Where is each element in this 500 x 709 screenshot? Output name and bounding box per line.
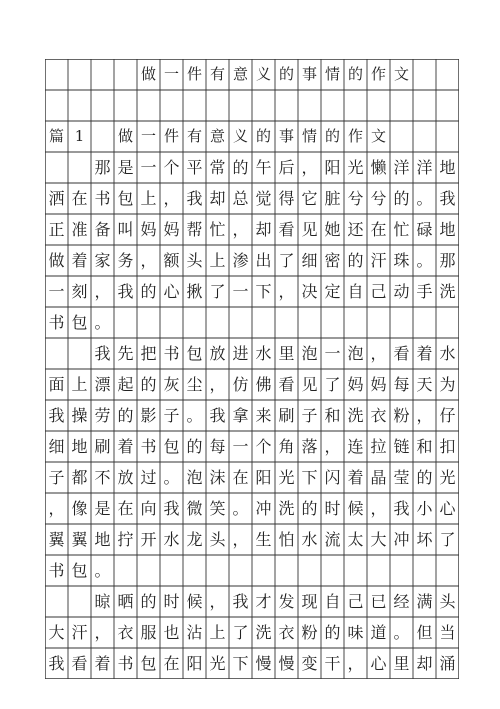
grid-char: 意 (209, 127, 225, 145)
grid-char: 了 (278, 250, 295, 270)
grid-char: 做 (48, 250, 65, 270)
grid-char: 包 (186, 343, 203, 363)
grid-char: 粉 (393, 405, 410, 425)
grid-char: 我 (439, 188, 456, 208)
grid-char: 1 (74, 127, 85, 145)
grid-char: 情 (324, 65, 340, 83)
grid-char: 也 (163, 622, 180, 642)
grid-char: 着 (347, 467, 364, 487)
grid-char: 觉 (255, 188, 272, 208)
grid-char: 包 (163, 436, 180, 456)
grid-char: 情 (301, 127, 317, 145)
grid-char: 道 (370, 622, 387, 642)
grid-char: 的 (347, 65, 363, 83)
grid-char: 洋 (393, 157, 410, 177)
grid-char: 包 (71, 312, 88, 332)
grid-char: 一 (232, 436, 249, 456)
grid-char: 泡 (301, 343, 318, 363)
grid-char: 进 (232, 343, 249, 363)
grid-char: 放 (117, 467, 134, 487)
grid-char: 妈 (163, 219, 180, 239)
grid-char: 候 (347, 498, 364, 518)
grid-char: 心 (370, 653, 387, 673)
grid-char: 平 (186, 157, 203, 177)
grid-char: ， (209, 374, 226, 394)
grid-char: ， (232, 219, 249, 239)
grid-char: 家 (94, 250, 111, 270)
grid-char: 地 (71, 436, 88, 456)
grid-char: 洗 (278, 498, 295, 518)
grid-char: 碌 (416, 219, 433, 239)
grid-char: 起 (117, 374, 134, 394)
grid-char: 沫 (209, 467, 226, 487)
grid-char: 阳 (324, 157, 341, 177)
grid-char: 时 (324, 498, 341, 518)
grid-char: 妈 (140, 219, 157, 239)
grid-char: 见 (301, 219, 318, 239)
grid-char: 。 (186, 405, 203, 425)
grid-char: 那 (439, 250, 456, 270)
grid-char: 揪 (186, 281, 203, 301)
grid-char: 现 (301, 591, 318, 611)
grid-char: 和 (416, 436, 433, 456)
grid-char: 不 (94, 467, 111, 487)
grid-char: 洗 (347, 405, 364, 425)
grid-char: 着 (94, 653, 111, 673)
grid-char: 事 (301, 65, 317, 83)
grid-char: 的 (393, 188, 410, 208)
grid-char: 妈 (370, 374, 387, 394)
grid-char: 决 (301, 281, 318, 301)
grid-char: 在 (117, 498, 134, 518)
grid-char: 涌 (439, 653, 456, 673)
grid-char: 我 (48, 405, 65, 425)
grid-char: 是 (117, 157, 134, 177)
grid-char: 汗 (370, 250, 387, 270)
grid-char: 操 (71, 405, 88, 425)
grid-char: 晾 (94, 591, 111, 611)
grid-char: 阳 (255, 467, 272, 487)
grid-char: 怕 (278, 529, 295, 549)
grid-char: 落 (301, 436, 318, 456)
grid-char: 上 (71, 374, 88, 394)
grid-char: 己 (370, 281, 387, 301)
grid-char: 的 (324, 622, 341, 642)
grid-char: 闪 (324, 467, 341, 487)
grid-char: 文 (393, 65, 409, 83)
grid-char: 我 (209, 405, 226, 425)
grid-char: 的 (117, 405, 134, 425)
grid-char: 事 (278, 127, 294, 145)
grid-char: 下 (301, 467, 318, 487)
grid-char: 的 (232, 157, 249, 177)
grid-char: 地 (94, 529, 111, 549)
grid-char: 太 (347, 529, 364, 549)
composition-sheet (45, 59, 459, 679)
grid-char: 常 (209, 157, 226, 177)
grid-char: 准 (71, 219, 88, 239)
grid-char: 忙 (393, 219, 410, 239)
grid-char: 书 (140, 436, 157, 456)
grid-char: 个 (255, 436, 272, 456)
grid-char: 上 (209, 250, 226, 270)
grid-char: 来 (255, 405, 272, 425)
grid-char: 叫 (117, 219, 134, 239)
grid-char: 务 (117, 250, 134, 270)
grid-char: 的 (186, 436, 203, 456)
grid-char: 自 (324, 591, 341, 611)
grid-char: 兮 (370, 188, 387, 208)
grid-char: 妈 (347, 374, 364, 394)
grid-char: 光 (209, 653, 226, 673)
grid-char: 那 (94, 157, 111, 177)
grid-char: 着 (416, 343, 433, 363)
grid-char: 连 (347, 436, 364, 456)
grid-char: 有 (186, 127, 202, 145)
grid-char: 懒 (370, 157, 387, 177)
grid-char: 出 (255, 250, 272, 270)
composition-text (45, 59, 459, 679)
grid-char: 的 (347, 250, 364, 270)
grid-char: 我 (186, 188, 203, 208)
grid-char: 水 (439, 343, 456, 363)
grid-char: 洗 (439, 281, 456, 301)
grid-char: 却 (255, 219, 272, 239)
grid-char: 仔 (439, 405, 456, 425)
grid-char: 尘 (186, 374, 203, 394)
grid-char: 已 (370, 591, 387, 611)
grid-char: 义 (255, 65, 271, 83)
grid-char: ， (370, 498, 387, 518)
grid-char: 光 (278, 467, 295, 487)
grid-char: 书 (163, 343, 180, 363)
grid-char: 是 (94, 498, 111, 518)
grid-char: 。 (393, 622, 410, 642)
grid-char: 笑 (209, 498, 226, 518)
grid-char: 子 (301, 405, 318, 425)
grid-char: 看 (71, 653, 88, 673)
grid-char: 还 (347, 219, 364, 239)
grid-char: 一 (140, 127, 156, 145)
grid-char: 粉 (301, 622, 318, 642)
grid-char: 着 (71, 250, 88, 270)
grid-char: 下 (232, 653, 249, 673)
grid-char: 先 (117, 343, 134, 363)
grid-char: 的 (324, 127, 340, 145)
grid-char: 文 (370, 127, 386, 145)
grid-char: 的 (416, 467, 433, 487)
grid-char: 密 (324, 250, 341, 270)
grid-char: 脏 (324, 188, 341, 208)
grid-char: ， (324, 436, 341, 456)
grid-char: 翼 (71, 529, 88, 549)
grid-char: ， (209, 591, 226, 611)
grid-char: 头 (209, 529, 226, 549)
grid-char: 刷 (278, 405, 295, 425)
grid-char: 渗 (232, 250, 249, 270)
grid-char: 头 (439, 591, 456, 611)
grid-char: 小 (416, 498, 433, 518)
grid-char: 子 (163, 405, 180, 425)
grid-char: 当 (439, 622, 456, 642)
grid-char: ， (163, 188, 180, 208)
grid-char: 生 (255, 529, 272, 549)
grid-char: 衣 (117, 622, 134, 642)
grid-char: 的 (278, 65, 294, 83)
grid-char: 看 (278, 374, 295, 394)
grid-char: 角 (278, 436, 295, 456)
grid-char: 和 (324, 405, 341, 425)
grid-char: 拉 (370, 436, 387, 456)
grid-char: 兮 (347, 188, 364, 208)
grid-char: 我 (163, 498, 180, 518)
grid-char: 才 (255, 591, 272, 611)
grid-char: 地 (439, 219, 456, 239)
grid-char: 发 (278, 591, 295, 611)
grid-char: 洋 (416, 157, 433, 177)
grid-char: ， (301, 157, 318, 177)
grid-char: 在 (163, 653, 180, 673)
grid-char: 正 (48, 219, 65, 239)
grid-char: 午 (255, 157, 272, 177)
grid-char: 冲 (255, 498, 272, 518)
grid-char: 我 (393, 498, 410, 518)
grid-char: 我 (94, 343, 111, 363)
grid-char: 拿 (232, 405, 249, 425)
grid-char: 灰 (163, 374, 180, 394)
grid-char: 刻 (71, 281, 88, 301)
grid-char: 作 (347, 127, 363, 145)
grid-char: 看 (393, 343, 410, 363)
grid-char: 一 (163, 65, 179, 83)
grid-char: 它 (301, 188, 318, 208)
grid-char: 一 (324, 343, 341, 363)
grid-char: 她 (324, 219, 341, 239)
grid-char: 光 (439, 467, 456, 487)
grid-char: 着 (117, 436, 134, 456)
grid-char: 书 (117, 653, 134, 673)
grid-char: 龙 (186, 529, 203, 549)
grid-char: 晒 (117, 591, 134, 611)
grid-char: 衣 (278, 622, 295, 642)
grid-char: 服 (140, 622, 157, 642)
grid-char: 意 (232, 65, 248, 83)
grid-char: 有 (209, 65, 225, 83)
grid-char: 了 (324, 374, 341, 394)
grid-char: 包 (117, 188, 134, 208)
grid-char: 动 (393, 281, 410, 301)
grid-char: 翼 (48, 529, 65, 549)
grid-char: 细 (301, 250, 318, 270)
grid-char: ， (416, 405, 433, 425)
grid-char: ， (370, 343, 387, 363)
grid-char: ， (140, 250, 157, 270)
grid-char: 链 (393, 436, 410, 456)
grid-char: ， (278, 281, 295, 301)
grid-char: 一 (48, 281, 65, 301)
grid-char: ， (94, 281, 111, 301)
grid-char: 书 (48, 312, 65, 332)
grid-char: 慢 (278, 653, 295, 673)
grid-char: 却 (209, 188, 226, 208)
grid-char: 我 (232, 591, 249, 611)
grid-char: 心 (163, 281, 180, 301)
grid-char: 包 (71, 560, 88, 580)
grid-char: 我 (117, 281, 134, 301)
grid-char: 备 (94, 219, 111, 239)
grid-char: 子 (48, 467, 65, 487)
grid-char: 时 (163, 591, 180, 611)
grid-char: 劳 (94, 405, 111, 425)
grid-char: 沾 (186, 622, 203, 642)
grid-char: 定 (324, 281, 341, 301)
grid-char: 佛 (255, 374, 272, 394)
grid-char: 。 (94, 560, 111, 580)
grid-char: 向 (140, 498, 157, 518)
grid-char: 但 (416, 622, 433, 642)
grid-char: 做 (117, 127, 133, 145)
grid-char: 珠 (393, 250, 410, 270)
grid-char: 包 (140, 653, 157, 673)
grid-char: 慢 (255, 653, 272, 673)
grid-char: 见 (301, 374, 318, 394)
grid-char: 自 (347, 281, 364, 301)
grid-char: 下 (255, 281, 272, 301)
grid-char: 书 (48, 560, 65, 580)
grid-char: 泡 (186, 467, 203, 487)
grid-char: 里 (393, 653, 410, 673)
grid-char: 却 (416, 653, 433, 673)
grid-char: 篇 (48, 127, 64, 145)
grid-char: 的 (140, 591, 157, 611)
grid-char: 仿 (232, 374, 249, 394)
grid-char: 每 (393, 374, 410, 394)
grid-char: 。 (416, 188, 433, 208)
grid-char: 每 (209, 436, 226, 456)
grid-char: 洗 (255, 622, 272, 642)
grid-char: 微 (186, 498, 203, 518)
grid-char: 放 (209, 343, 226, 363)
grid-char: 我 (48, 653, 65, 673)
grid-char: 干 (324, 653, 341, 673)
grid-char: 拧 (117, 529, 134, 549)
grid-char: 天 (416, 374, 433, 394)
grid-char: 一 (140, 157, 157, 177)
grid-char: 味 (347, 622, 364, 642)
grid-char: 在 (232, 467, 249, 487)
grid-char: 像 (71, 498, 88, 518)
grid-char: 己 (347, 591, 364, 611)
grid-char: 经 (393, 591, 410, 611)
grid-char: 地 (439, 157, 456, 177)
grid-char: 面 (48, 374, 65, 394)
grid-char: 都 (71, 467, 88, 487)
grid-char: 义 (232, 127, 248, 145)
grid-char: 的 (255, 127, 271, 145)
grid-char: 水 (163, 529, 180, 549)
grid-char: 候 (186, 591, 203, 611)
grid-char: 的 (301, 498, 318, 518)
grid-char: 在 (370, 219, 387, 239)
grid-char: 冲 (393, 529, 410, 549)
grid-char: 。 (163, 467, 180, 487)
grid-char: 件 (186, 65, 202, 83)
grid-char: 件 (163, 127, 179, 145)
grid-char: ， (347, 653, 364, 673)
grid-char: 把 (140, 343, 157, 363)
grid-char: 心 (439, 498, 456, 518)
grid-char: 汗 (71, 622, 88, 642)
grid-char: 了 (209, 281, 226, 301)
grid-char: 水 (301, 529, 318, 549)
grid-char: 过 (140, 467, 157, 487)
grid-char: 头 (186, 250, 203, 270)
grid-char: 看 (278, 219, 295, 239)
grid-char: 上 (209, 622, 226, 642)
grid-char: 总 (232, 188, 249, 208)
grid-char: 后 (278, 157, 295, 177)
grid-char: 的 (140, 281, 157, 301)
grid-char: 细 (48, 436, 65, 456)
grid-char: 漂 (94, 374, 111, 394)
grid-char: ， (232, 529, 249, 549)
grid-char: 为 (439, 374, 456, 394)
grid-char: 一 (232, 281, 249, 301)
grid-char: 坏 (416, 529, 433, 549)
grid-char: 满 (416, 591, 433, 611)
grid-char: 变 (301, 653, 318, 673)
grid-char: 了 (439, 529, 456, 549)
grid-char: 得 (278, 188, 295, 208)
grid-char: 光 (347, 157, 364, 177)
grid-char: 上 (140, 188, 157, 208)
grid-char: 额 (163, 250, 180, 270)
grid-char: 水 (255, 343, 272, 363)
grid-char: 泡 (347, 343, 364, 363)
grid-char: 莹 (393, 467, 410, 487)
grid-char: 。 (232, 498, 249, 518)
grid-char: 做 (140, 65, 156, 83)
grid-char: 帮 (186, 219, 203, 239)
grid-char: 个 (163, 157, 180, 177)
grid-char: 在 (71, 188, 88, 208)
grid-char: ， (48, 498, 65, 518)
grid-char: 晶 (370, 467, 387, 487)
grid-char: 衣 (370, 405, 387, 425)
grid-char: 影 (140, 405, 157, 425)
grid-char: 流 (324, 529, 341, 549)
grid-char: 洒 (48, 188, 65, 208)
grid-char: 大 (48, 622, 65, 642)
grid-char: 书 (94, 188, 111, 208)
grid-char: 里 (278, 343, 295, 363)
grid-char: 忙 (209, 219, 226, 239)
grid-char: ， (94, 622, 111, 642)
grid-char: 扣 (439, 436, 456, 456)
grid-char: 。 (416, 250, 433, 270)
grid-char: 刷 (94, 436, 111, 456)
grid-char: 手 (416, 281, 433, 301)
grid-char: 作 (370, 65, 386, 83)
grid-char: 开 (140, 529, 157, 549)
grid-char: 大 (370, 529, 387, 549)
grid-char: 。 (94, 312, 111, 332)
grid-char: 阳 (186, 653, 203, 673)
grid-char: 了 (232, 622, 249, 642)
grid-char: 的 (140, 374, 157, 394)
